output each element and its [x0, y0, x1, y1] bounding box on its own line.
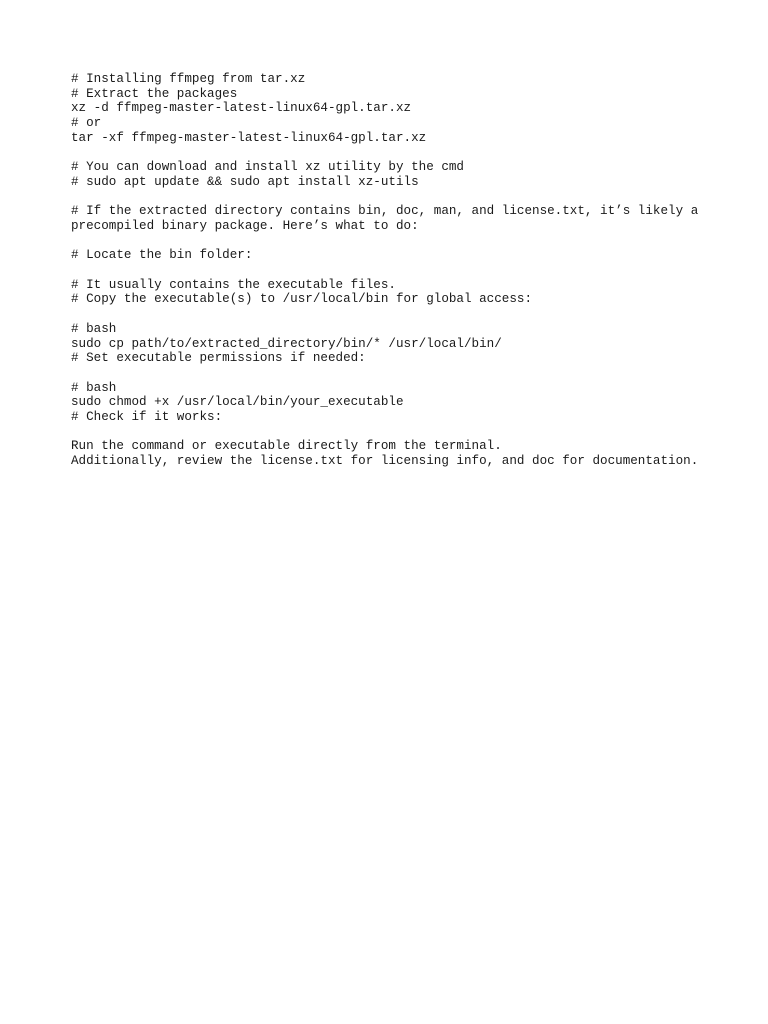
text-line: # or — [71, 116, 102, 131]
paragraph-run-command — [71, 439, 751, 468]
text-line: # It usually contains the executable files. — [71, 277, 396, 292]
text-line: # Extract the packages — [71, 86, 238, 101]
document-body — [71, 72, 751, 484]
text-line: sudo cp path/to/extracted_directory/bin/* /usr/local/bin/ — [71, 336, 502, 351]
text-line: # If the extracted directory contains bin, doc, man, and license.txt, it’s likely a — [71, 204, 699, 219]
text-line: # You can download and install xz utility by the cmd — [71, 160, 464, 175]
paragraph-chmod-command — [71, 381, 751, 425]
paragraph-cp-command — [71, 322, 751, 366]
text-line: # Locate the bin folder: — [71, 248, 253, 263]
text-line: # Set executable permissions if needed: — [71, 351, 366, 366]
text-line: # Check if it works: — [71, 410, 223, 425]
text-line: precompiled binary package. Here’s what to do: — [71, 219, 419, 233]
text-line: # sudo apt update && sudo apt install xz-utils — [71, 174, 419, 189]
text-line: # bash — [71, 380, 117, 395]
text-line: tar -xf ffmpeg-master-latest-linux64-gpl.tar.xz — [71, 130, 427, 145]
text-line: # Installing ffmpeg from tar.xz — [71, 72, 306, 86]
paragraph-copy-executables — [71, 278, 751, 307]
paragraph-extract — [71, 72, 751, 146]
text-line: Additionally, review the license.txt for licensing info, and doc for documentation. — [71, 454, 699, 469]
text-line: xz -d ffmpeg-master-latest-linux64-gpl.tar.xz — [71, 101, 412, 116]
paragraph-locate-bin — [71, 248, 751, 263]
text-line: sudo chmod +x /usr/local/bin/your_executable — [71, 395, 404, 410]
paragraph-binary-package — [71, 204, 751, 233]
text-line: # Copy the executable(s) to /usr/local/bin for global access: — [71, 292, 533, 307]
paragraph-xz-utility — [71, 160, 751, 189]
text-line: Run the command or executable directly from the terminal. — [71, 439, 502, 454]
text-line: # bash — [71, 321, 117, 336]
